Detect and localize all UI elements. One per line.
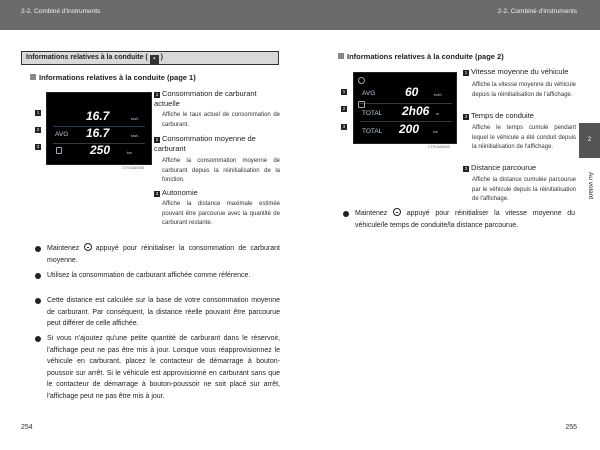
driving-info-icon: ▪ bbox=[150, 55, 159, 64]
display-value-current: 16.7 bbox=[86, 109, 110, 123]
left-display-panel bbox=[46, 92, 152, 165]
right-item-2-desc: Affiche le temps cumulé pendant lequel le véhicule a été conduit depuis la réinitialisation de l'affichage. bbox=[472, 125, 576, 150]
left-bullet-2: Utilisez la consommation de carburant affichée comme référence. bbox=[35, 270, 280, 282]
display-marker-2: 2 bbox=[36, 127, 40, 132]
left-box-title bbox=[21, 51, 279, 65]
left-section-title: Informations relatives à la conduite (page 1) bbox=[30, 73, 196, 82]
right-bullet-1: Maintenez appuyé pour réinitialiser la vitesse moyenne du véhicule/le temps de conduite/la distance parcourue. bbox=[343, 208, 575, 231]
box-title-suffix: ) bbox=[160, 54, 164, 61]
speed-gauge-icon bbox=[358, 77, 365, 84]
chapter-side-tab: 2 bbox=[579, 123, 600, 158]
fuel-pump-icon bbox=[56, 147, 62, 154]
display-unit-time: m bbox=[436, 112, 439, 116]
left-item-1-title: 1 Consommation de carburant actuelle bbox=[154, 89, 257, 108]
display-value-time: 2h06 bbox=[402, 104, 430, 118]
section-square-icon bbox=[338, 53, 344, 59]
left-display-code: CTH13AN008 bbox=[122, 166, 144, 170]
display-value-distance: 200 bbox=[399, 122, 420, 136]
display-unit-speed: km/h bbox=[434, 93, 442, 97]
display-marker-3: 3 bbox=[342, 124, 346, 129]
left-bullet-4: Si vous n'ajoutez qu'une petite quantité de carburant dans le réservoir, l'affichage peut ne pas être mis à jour. Lorsque vous réapprovisionnez le véhicule en carburant, placez le contacteur de démarrage à bouton-poussoir sur arrêt. Si le véhicule est approvisionné en carburant sans que le contacteur de démarrage à bouton-poussoir ne soit placé sur arrêt, l'affichage peut ne pas être mis à jour. bbox=[35, 333, 280, 402]
left-item-1-desc: Affiche le taux actuel de consommation de carburant. bbox=[162, 112, 280, 128]
display-label-total-distance: TOTAL bbox=[362, 128, 383, 135]
left-bullet-1: Maintenez appuyé pour réinitialiser la consommation de carburant moyenne. bbox=[35, 243, 280, 266]
section-square-icon bbox=[30, 74, 36, 80]
right-page-number: 255 bbox=[565, 424, 577, 431]
right-item-1-desc: Affiche la vitesse moyenne du véhicule depuis la réinitialisation de l'affichage. bbox=[472, 82, 576, 98]
left-page-number: 254 bbox=[21, 424, 33, 431]
chapter-side-text: Au volant bbox=[587, 172, 594, 200]
display-marker-1: 1 bbox=[342, 89, 346, 94]
right-display-code: CTH13AN009 bbox=[428, 145, 450, 149]
clock-icon bbox=[358, 101, 365, 108]
display-unit-avg: km/L bbox=[131, 134, 139, 138]
right-item-2-title: 2 Temps de conduite bbox=[464, 111, 534, 120]
left-item-2-desc: Affiche la consommation moyenne de carburant depuis la réinitialisation de la fonction. bbox=[162, 158, 280, 183]
box-title-text: Informations relatives à la conduite ( bbox=[26, 54, 148, 61]
display-unit-range: km bbox=[127, 151, 132, 155]
display-label-total-time: TOTAL bbox=[362, 110, 383, 117]
display-unit-current: km/L bbox=[131, 117, 139, 121]
header-right: 2-2. Combiné d'instruments bbox=[497, 8, 577, 15]
left-bullet-3: Cette distance est calculée sur la base de votre consommation moyenne de carburant. Par conséquent, la distance réelle pouvant être parcourue peut différer de celle affichée. bbox=[35, 295, 280, 330]
display-marker-2: 2 bbox=[342, 106, 346, 111]
display-label-avg: AVG bbox=[362, 90, 376, 97]
display-marker-1: 1 bbox=[36, 110, 40, 115]
left-item-2-title: 2 Consommation moyenne de carburant bbox=[154, 134, 256, 153]
display-value-range: 250 bbox=[90, 143, 111, 157]
right-section-title: Informations relatives à la conduite (page 2) bbox=[338, 52, 504, 61]
reset-button-icon bbox=[393, 208, 401, 216]
display-value-speed: 60 bbox=[405, 85, 419, 99]
left-item-3-title: 3 Autonomie bbox=[155, 188, 198, 197]
right-item-1-title: 1 Vitesse moyenne du véhicule bbox=[464, 67, 569, 76]
reset-button-icon bbox=[84, 243, 92, 251]
left-item-3-desc: Affiche la distance maximale estimée pouvant être parcourue avec la quantité de carburant restante. bbox=[162, 201, 280, 226]
display-label-avg: AVG bbox=[55, 131, 69, 138]
right-display-panel bbox=[353, 72, 457, 144]
page-header-bar bbox=[0, 0, 600, 30]
right-item-3-desc: Affiche la distance cumulée parcourue par le véhicule depuis la réinitialisation de l'affichage. bbox=[472, 177, 576, 202]
display-marker-3: 3 bbox=[36, 144, 40, 149]
display-unit-distance: km bbox=[433, 130, 438, 134]
display-value-avg: 16.7 bbox=[86, 126, 110, 140]
right-item-3-title: 3 Distance parcourue bbox=[464, 163, 537, 172]
header-left: 2-2. Combiné d'instruments bbox=[21, 8, 101, 15]
